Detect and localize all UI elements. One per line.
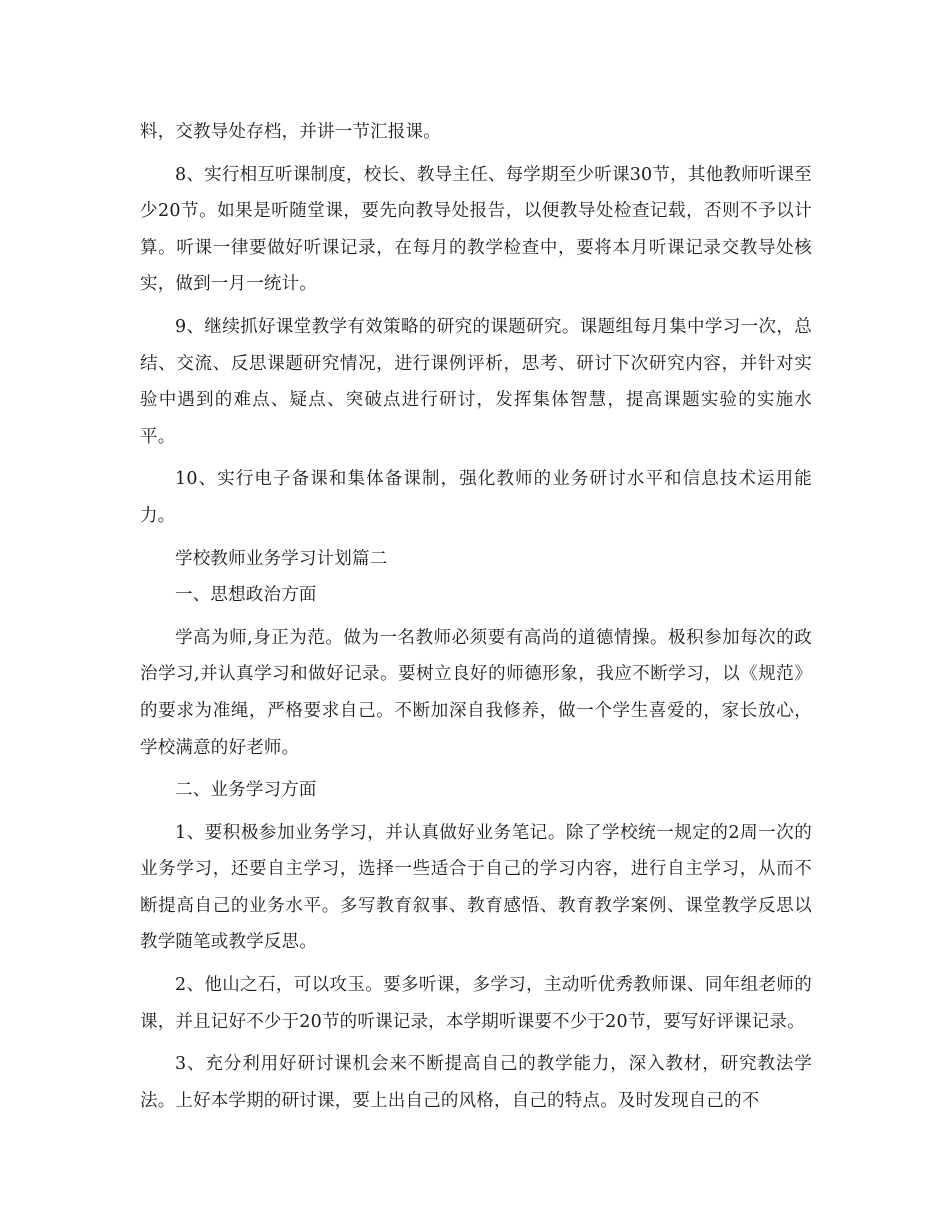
paragraph-study-2: 2、他山之石，可以攻玉。要多听课，多学习，主动听优秀教师课、同年组老师的课，并且记好不少于20节的听课记录，本学期听课要不少于20节，要写好评课记录。 [140, 975, 812, 1032]
paragraph-study-3: 3、充分利用好研讨课机会来不断提高自己的教学能力，深入教材，研究教法学法。上好本学期的研讨课，要上出自己的风格，自己的特点。及时发现自己的不 [140, 1054, 812, 1111]
section-title: 学校教师业务学习计划篇二 [175, 548, 388, 569]
paragraph-study-1: 1、要积极参加业务学习，并认真做好业务笔记。除了学校统一规定的2周一次的业务学习，还要自主学习，选择一些适合于自己的学习内容，进行自主学习，从而不断提高自己的业务水平。多写教育叙事、教育感悟、教育教学案例、课堂教学反思以教学随笔或教学反思。 [140, 822, 812, 953]
heading-study: 二、业务学习方面 [175, 780, 317, 801]
paragraph-item-10: 10、实行电子备课和集体备课制，强化教师的业务研讨水平和信息技术运用能力。 [140, 469, 812, 526]
paragraph-item-8: 8、实行相互听课制度，校长、教导主任、每学期至少听课30节，其他教师听课至少20节。如果是听随堂课，要先向教导处报告，以便教导处检查记载，否则不予以计算。听课一律要做好听课记录，在每月的教学检查中，要将本月听课记录交教导处核实，做到一月一统计。 [140, 164, 812, 295]
paragraph-item-9: 9、继续抓好课堂教学有效策略的研究的课题研究。课题组每月集中学习一次，总结、交流、反思课题研究情况，进行课例评析，思考、研讨下次研究内容，并针对实验中遇到的难点、疑点、突破点进行研讨，发挥集体智慧，提高课题实验的实施水平。 [140, 316, 812, 447]
paragraph-political: 学高为师,身正为范。做为一名教师必须要有高尚的道德情操。极积参加每次的政治学习,并认真学习和做好记录。要树立良好的师德形象，我应不断学习，以《规范》的要求为准绳，严格要求自己。不断加深自我修养，做一个学生喜爱的，家长放心，学校满意的好老师。 [140, 627, 812, 758]
heading-political: 一、思想政治方面 [175, 585, 317, 606]
document-body [140, 114, 812, 1119]
paragraph-continuation: 料，交教导处存档，并讲一节汇报课。 [140, 122, 441, 142]
